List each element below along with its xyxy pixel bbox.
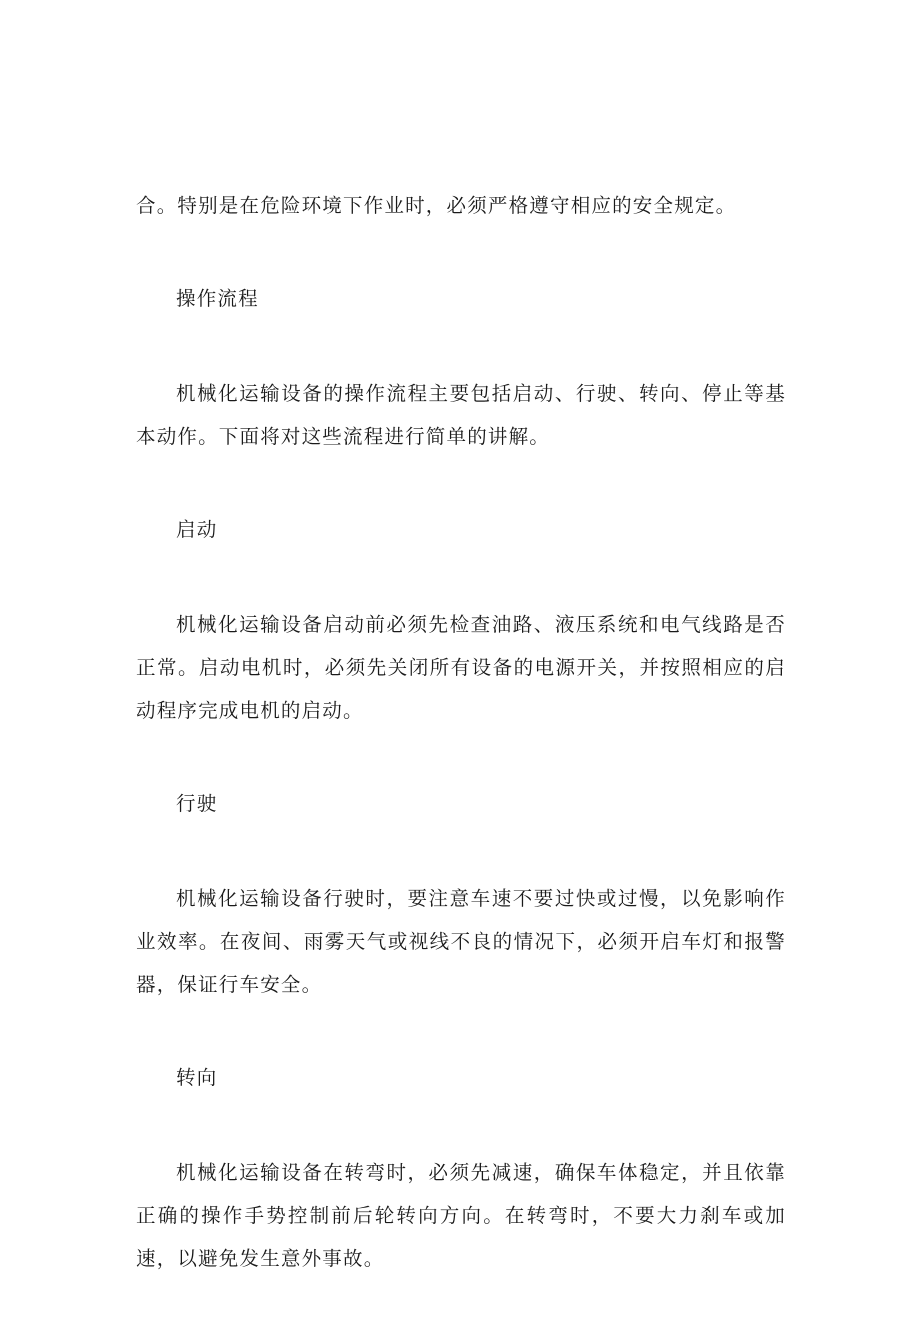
section-heading-turning: 转向 — [176, 1066, 218, 1089]
section-body-start: 机械化运输设备启动前必须先检查油路、液压系统和电气线路是否正常。启动电机时，必须先关闭所有设备的电源开关，并按照相应的启动程序完成电机的启动。 — [136, 613, 786, 722]
section-heading-operation-flow: 操作流程 — [176, 287, 259, 310]
section-body-driving: 机械化运输设备行驶时，要注意车速不要过快或过慢，以免影响作业效率。在夜间、雨雾天气或视线不良的情况下，必须开启车灯和报警器，保证行车安全。 — [136, 887, 786, 996]
section-heading-driving: 行驶 — [176, 792, 218, 815]
document-body — [136, 184, 786, 1330]
opening-paragraph: 合。特别是在危险环境下作业时，必须严格遵守相应的安全规定。 — [136, 194, 737, 217]
section-heading-start: 启动 — [176, 518, 218, 541]
section-body-turning: 机械化运输设备在转弯时，必须先减速，确保车体稳定，并且依靠正确的操作手势控制前后轮转向方向。在转弯时，不要大力刹车或加速，以避免发生意外事故。 — [136, 1161, 786, 1270]
section-body-operation-flow: 机械化运输设备的操作流程主要包括启动、行驶、转向、停止等基本动作。下面将对这些流程进行简单的讲解。 — [136, 382, 786, 448]
